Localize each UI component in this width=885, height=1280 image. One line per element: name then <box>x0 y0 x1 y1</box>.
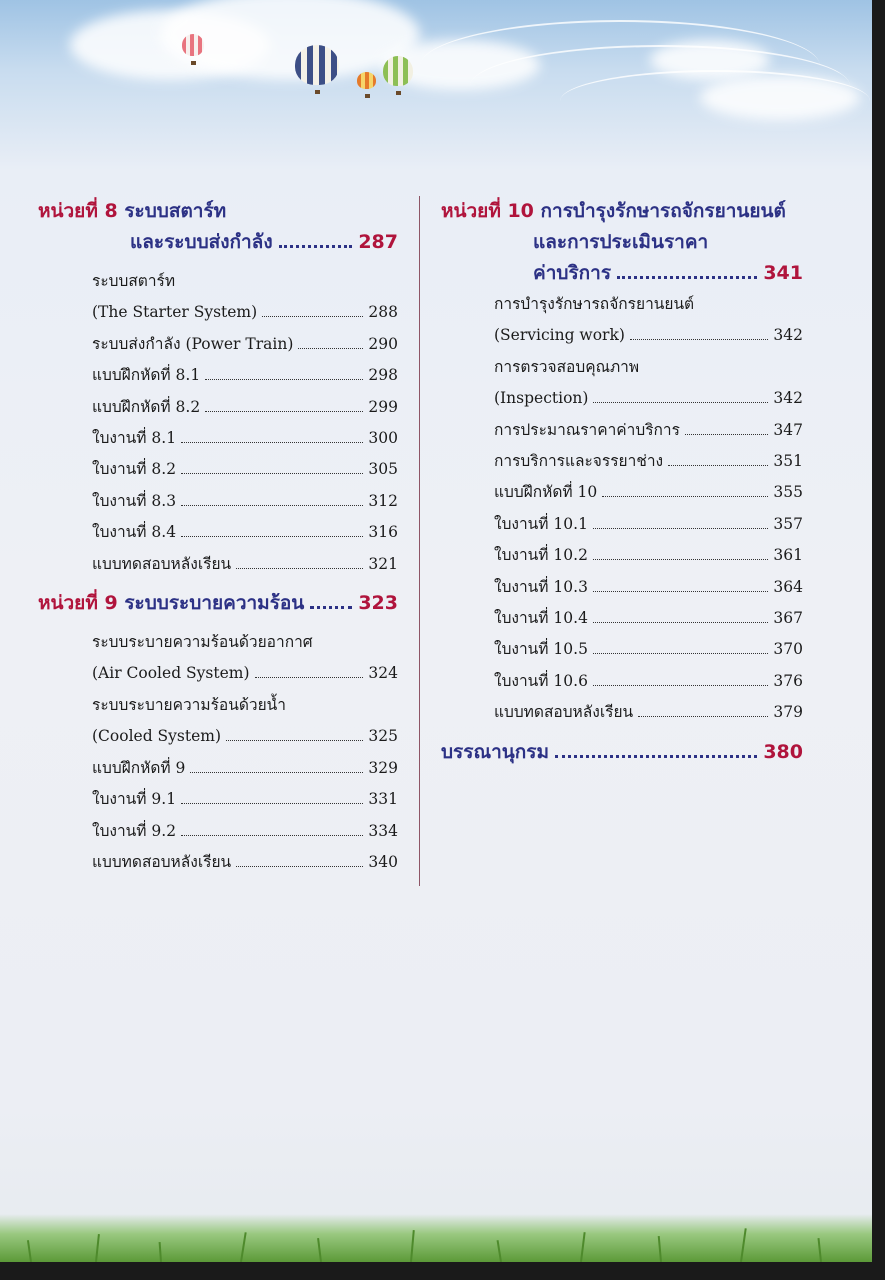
page-number: 341 <box>763 262 803 284</box>
unit-8-heading[interactable] <box>38 196 398 258</box>
page-number: 380 <box>763 740 803 763</box>
unit-title: ระบบระบายความร้อน <box>124 592 305 615</box>
toc-entry[interactable]: ระบบส่งกำลัง (Power Train) 290 <box>92 334 398 353</box>
toc-entry[interactable]: (Cooled System) 325 <box>92 727 398 746</box>
toc-entry[interactable]: แบบฝึกหัดที่ 8.2 299 <box>92 397 398 416</box>
toc-entry[interactable]: แบบทดสอบหลังเรียน 340 <box>92 852 398 871</box>
toc-entry[interactable]: ใบงานที่ 8.2 305 <box>92 460 398 479</box>
unit-title: การบำรุงรักษารถจักรยานยนต์ <box>540 200 786 222</box>
hot-air-balloon-icon <box>357 72 376 89</box>
toc-entry[interactable]: ใบงานที่ 10.3 364 <box>494 577 803 596</box>
toc-entry[interactable]: แบบทดสอบหลังเรียน 321 <box>92 554 398 573</box>
toc-entry[interactable]: การประมาณราคาค่าบริการ 347 <box>494 420 803 439</box>
hot-air-balloon-icon <box>182 34 204 56</box>
toc-entry[interactable]: (Air Cooled System) 324 <box>92 664 398 683</box>
toc-entry[interactable]: ใบงานที่ 8.3 312 <box>92 491 398 510</box>
toc-entry[interactable]: ใบงานที่ 10.4 367 <box>494 609 803 628</box>
toc-entry[interactable]: การบริการและจรรยาช่าง 351 <box>494 452 803 471</box>
toc-entry[interactable]: (Inspection) 342 <box>494 389 803 408</box>
toc-entry[interactable]: ใบงานที่ 10.5 370 <box>494 640 803 659</box>
toc-entry[interactable]: ใบงานที่ 10.1 357 <box>494 514 803 533</box>
unit-9-heading[interactable] <box>38 588 398 619</box>
unit-10-heading[interactable] <box>441 196 803 289</box>
toc-entry[interactable]: แบบฝึกหัดที่ 8.1 298 <box>92 366 398 385</box>
toc-left-column <box>38 196 398 878</box>
bibliography-heading[interactable] <box>441 737 803 768</box>
dot-leader <box>310 606 352 609</box>
page-number: 287 <box>358 231 398 253</box>
toc-entry[interactable]: ใบงานที่ 9.1 331 <box>92 790 398 809</box>
toc-entry[interactable]: ใบงานที่ 10.6 376 <box>494 671 803 690</box>
toc-entry[interactable]: แบบฝึกหัดที่ 10 355 <box>494 483 803 502</box>
hot-air-balloon-icon <box>295 45 339 85</box>
toc-entry[interactable]: การตรวจสอบคุณภาพ <box>494 357 640 376</box>
hot-air-balloon-icon <box>383 56 413 86</box>
toc-entry[interactable]: ใบงานที่ 8.4 316 <box>92 523 398 542</box>
unit-title-continued: ค่าบริการ <box>533 262 612 284</box>
unit-title-continued: และการประเมินราคา <box>533 231 709 253</box>
unit-title-continued: และระบบส่งกำลัง <box>130 231 273 253</box>
dot-leader <box>279 245 353 248</box>
toc-entry[interactable]: (Servicing work) 342 <box>494 326 803 345</box>
toc-entry[interactable]: ระบบระบายความร้อนด้วยอากาศ <box>92 633 313 652</box>
dot-leader <box>617 276 757 279</box>
page-number: 323 <box>358 592 398 615</box>
toc-entry[interactable]: แบบฝึกหัดที่ 9 329 <box>92 758 398 777</box>
toc-entry[interactable]: ระบบระบายความร้อนด้วยน้ำ <box>92 695 286 714</box>
toc-entry[interactable]: แบบทดสอบหลังเรียน 379 <box>494 703 803 722</box>
toc-entry[interactable]: ใบงานที่ 9.2 334 <box>92 821 398 840</box>
toc-entry[interactable]: การบำรุงรักษารถจักรยานยนต์ <box>494 295 695 313</box>
dot-leader <box>555 755 757 758</box>
unit-number: หน่วยที่ 8 <box>38 200 118 222</box>
toc-entry[interactable]: ใบงานที่ 8.1 300 <box>92 429 398 448</box>
toc-entry[interactable]: (The Starter System) 288 <box>92 303 398 322</box>
grass-border <box>0 1214 872 1262</box>
unit-number: หน่วยที่ 10 <box>441 200 534 222</box>
unit-title: ระบบสตาร์ท <box>124 200 227 222</box>
toc-entry[interactable]: ใบงานที่ 10.2 361 <box>494 546 803 565</box>
toc-entry[interactable]: ระบบสตาร์ท <box>92 272 176 290</box>
unit-number: หน่วยที่ 9 <box>38 592 118 615</box>
toc-right-column <box>441 196 803 768</box>
bibliography-label: บรรณานุกรม <box>441 740 549 763</box>
column-divider <box>419 196 420 886</box>
